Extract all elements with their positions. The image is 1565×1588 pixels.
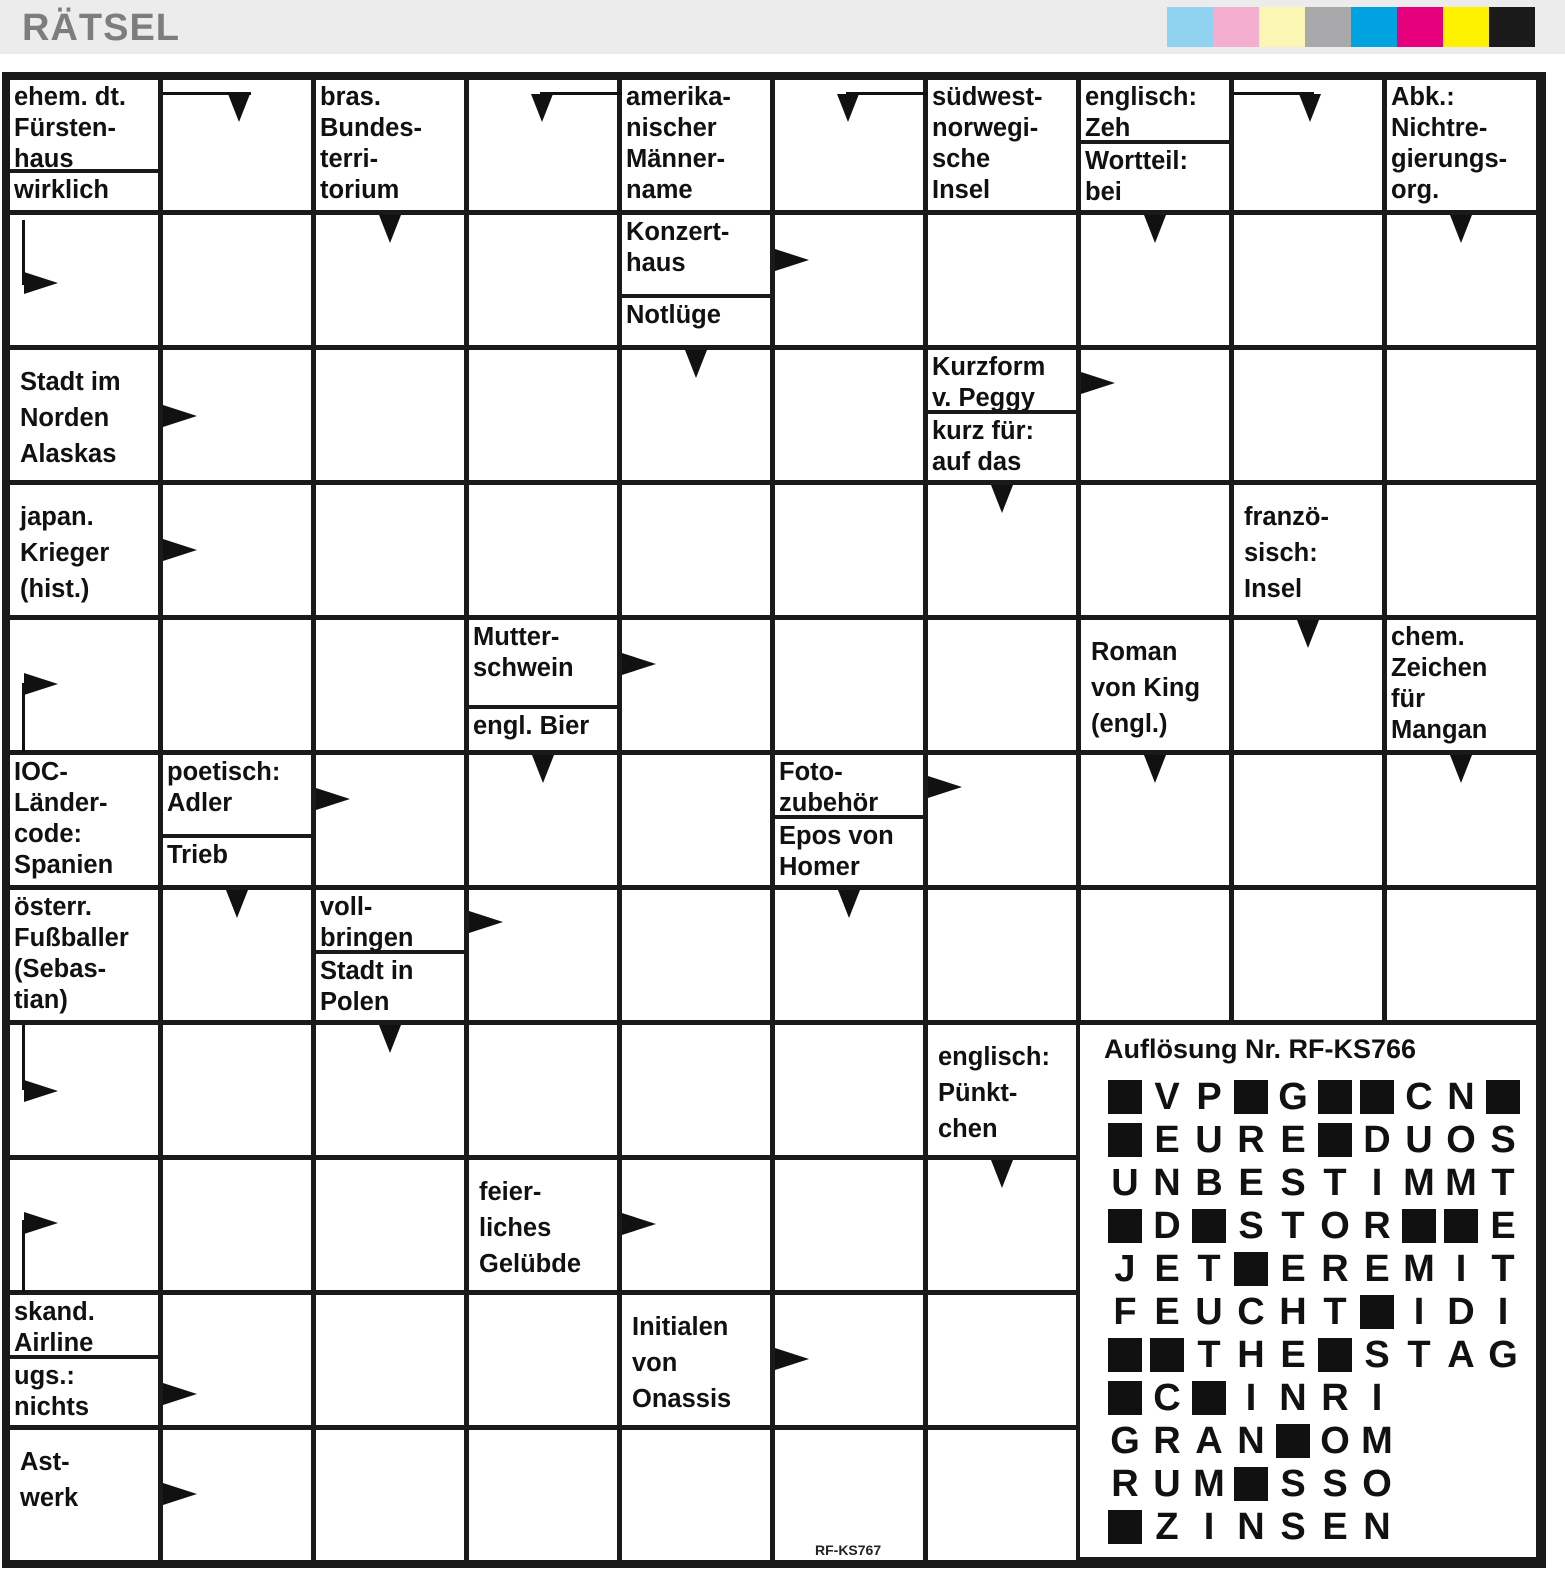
- arrow-down-icon: [1297, 620, 1319, 648]
- solution-letter: R: [1321, 1248, 1349, 1290]
- grid-cell[interactable]: [622, 1430, 770, 1560]
- solution-letter: S: [1280, 1162, 1306, 1204]
- solution-block: [1108, 1209, 1142, 1243]
- solution-letter: I: [1245, 1377, 1257, 1419]
- clue-cell: japan. Krieger (hist.): [10, 485, 158, 615]
- solution-letter: S: [1490, 1119, 1516, 1161]
- arrow-down-icon: [531, 94, 553, 122]
- crossword-grid: [10, 80, 1536, 1560]
- grid-cell[interactable]: [316, 755, 464, 885]
- clue-cell: Konzert- haus: [622, 215, 770, 294]
- arrow-down-icon: [532, 755, 554, 783]
- clue-cell: Stadt im Norden Alaskas: [10, 350, 158, 480]
- solution-row: [1104, 1206, 1524, 1246]
- solution-letter: E: [1280, 1248, 1306, 1290]
- grid-cell[interactable]: [163, 215, 311, 345]
- solution-letter: E: [1280, 1334, 1306, 1376]
- solution-letter: F: [1113, 1291, 1137, 1333]
- solution-letter: E: [1238, 1162, 1264, 1204]
- grid-cell[interactable]: [622, 620, 770, 750]
- grid-cell[interactable]: [775, 620, 923, 750]
- solution-letter: J: [1114, 1248, 1136, 1290]
- solution-block: [1192, 1209, 1226, 1243]
- arrow-right-icon: [775, 1348, 809, 1370]
- grid-cell[interactable]: [1081, 890, 1229, 1020]
- arrow-right-icon: [24, 673, 58, 695]
- solution-letter: M: [1403, 1248, 1435, 1290]
- solution-letter: E: [1490, 1205, 1516, 1247]
- solution-block: [1318, 1080, 1352, 1114]
- grid-cell[interactable]: [775, 1025, 923, 1155]
- clue-cell: voll- bringen: [316, 890, 464, 950]
- clue-cell: Initialen von Onassis: [622, 1295, 770, 1425]
- clue-cell: chem. Zeichen für Mangan: [1387, 620, 1536, 750]
- arrow-right-icon: [163, 405, 197, 427]
- solution-letter: U: [1195, 1119, 1223, 1161]
- color-swatch: [1351, 7, 1397, 47]
- solution-letter: G: [1278, 1076, 1308, 1118]
- color-swatch: [1259, 7, 1305, 47]
- solution-letter: R: [1321, 1377, 1349, 1419]
- solution-letter: I: [1455, 1248, 1467, 1290]
- arrow-down-icon: [226, 890, 248, 918]
- arrow-right-icon: [316, 788, 350, 810]
- solution-block: [1108, 1080, 1142, 1114]
- arrow-right-icon: [1081, 372, 1115, 394]
- solution-letter: N: [1447, 1076, 1475, 1118]
- arrow-right-icon: [24, 1080, 58, 1102]
- solution-letter: E: [1364, 1248, 1390, 1290]
- arrow-down-icon: [837, 94, 859, 122]
- solution-letter: V: [1154, 1076, 1180, 1118]
- solution-letter: N: [1237, 1506, 1265, 1548]
- solution-block: [1318, 1123, 1352, 1157]
- solution-letter: S: [1238, 1205, 1264, 1247]
- clue-cell: Roman von King (engl.): [1081, 620, 1229, 750]
- solution-letter: T: [1407, 1334, 1431, 1376]
- arrow-right-icon: [163, 1483, 197, 1505]
- solution-block: [1234, 1467, 1268, 1501]
- solution-block: [1444, 1209, 1478, 1243]
- solution-block: [1108, 1510, 1142, 1544]
- solution-block: [1108, 1123, 1142, 1157]
- solution-letter: E: [1154, 1248, 1180, 1290]
- clue-cell: wirklich: [10, 173, 158, 210]
- grid-cell[interactable]: [622, 485, 770, 615]
- solution-letter: R: [1363, 1205, 1391, 1247]
- solution-block: [1318, 1338, 1352, 1372]
- grid-cell[interactable]: [1234, 755, 1382, 885]
- grid-cell[interactable]: [163, 1160, 311, 1290]
- grid-cell[interactable]: [928, 1430, 1076, 1560]
- grid-cell[interactable]: [316, 350, 464, 480]
- arrow-down-icon: [1450, 215, 1472, 243]
- grid-cell[interactable]: [316, 1430, 464, 1560]
- solution-letter: S: [1364, 1334, 1390, 1376]
- color-swatch: [1489, 7, 1535, 47]
- arrow-right-icon: [163, 539, 197, 561]
- grid-cell[interactable]: [1387, 890, 1536, 1020]
- clue-cell: kurz für: auf das: [928, 414, 1076, 480]
- grid-cell[interactable]: [469, 215, 617, 345]
- arrow-down-icon: [1144, 215, 1166, 243]
- solution-block: [1360, 1295, 1394, 1329]
- grid-cell[interactable]: [469, 1430, 617, 1560]
- solution-letter: S: [1322, 1463, 1348, 1505]
- arrow-right-icon: [622, 1213, 656, 1235]
- arrow-down-icon: [685, 350, 707, 378]
- grid-cell[interactable]: [1081, 485, 1229, 615]
- solution-letter: D: [1447, 1291, 1475, 1333]
- grid-cell[interactable]: [316, 1295, 464, 1425]
- clue-cell: Foto- zubehör: [775, 755, 923, 815]
- solution-letter: Z: [1155, 1506, 1179, 1548]
- solution-row: [1104, 1077, 1524, 1117]
- solution-block: [1108, 1381, 1142, 1415]
- clue-cell: Notlüge: [622, 298, 770, 345]
- solution-letter: D: [1153, 1205, 1181, 1247]
- grid-cell[interactable]: [316, 1160, 464, 1290]
- arrow-down-icon: [991, 1160, 1013, 1188]
- solution-letter: T: [1323, 1291, 1347, 1333]
- solution-letter: O: [1446, 1119, 1476, 1161]
- solution-panel: [1080, 1025, 1536, 1557]
- grid-cell[interactable]: [1234, 215, 1382, 345]
- solution-letter: R: [1237, 1119, 1265, 1161]
- solution-letter: H: [1279, 1291, 1307, 1333]
- solution-letter: M: [1361, 1420, 1393, 1462]
- clue-cell: skand. Airline: [10, 1295, 158, 1355]
- clue-cell: Mutter- schwein: [469, 620, 617, 705]
- solution-letter: I: [1497, 1291, 1509, 1333]
- grid-cell[interactable]: [1234, 350, 1382, 480]
- solution-letter: U: [1153, 1463, 1181, 1505]
- solution-row: [1104, 1120, 1524, 1160]
- solution-letter: M: [1193, 1463, 1225, 1505]
- solution-letter: G: [1110, 1420, 1140, 1462]
- color-swatch: [1443, 7, 1489, 47]
- solution-letter: I: [1371, 1162, 1383, 1204]
- solution-block: [1192, 1381, 1226, 1415]
- grid-cell[interactable]: [316, 620, 464, 750]
- arrow-right-icon: [24, 272, 58, 294]
- solution-block: [1402, 1209, 1436, 1243]
- grid-cell[interactable]: [469, 485, 617, 615]
- solution-letter: I: [1371, 1377, 1383, 1419]
- solution-letter: A: [1447, 1334, 1475, 1376]
- solution-letter: T: [1197, 1334, 1221, 1376]
- grid-cell[interactable]: [316, 485, 464, 615]
- arrow-right-icon: [163, 1383, 197, 1405]
- solution-letter: E: [1154, 1291, 1180, 1333]
- arrow-down-icon: [838, 890, 860, 918]
- arrow-down-icon: [1144, 755, 1166, 783]
- solution-letter: E: [1154, 1119, 1180, 1161]
- color-swatch: [1213, 7, 1259, 47]
- solution-letter: U: [1111, 1162, 1139, 1204]
- solution-letter: N: [1153, 1162, 1181, 1204]
- solution-letter: O: [1362, 1463, 1392, 1505]
- solution-letter: S: [1280, 1463, 1306, 1505]
- clue-cell: Epos von Homer: [775, 819, 923, 885]
- solution-letter: R: [1111, 1463, 1139, 1505]
- grid-cell[interactable]: [163, 620, 311, 750]
- grid-cell[interactable]: [622, 755, 770, 885]
- color-calibration-strip: [1167, 7, 1535, 47]
- solution-letter: E: [1280, 1119, 1306, 1161]
- grid-cell[interactable]: [469, 1025, 617, 1155]
- clue-cell: englisch: Pünkt- chen: [928, 1025, 1076, 1155]
- solution-row: [1104, 1507, 1524, 1547]
- color-swatch: [1167, 7, 1213, 47]
- grid-cell[interactable]: [1387, 485, 1536, 615]
- arrow-right-icon: [928, 776, 962, 798]
- solution-letter: C: [1405, 1076, 1433, 1118]
- clue-cell: Wortteil: bei: [1081, 144, 1229, 210]
- grid-cell[interactable]: [163, 1025, 311, 1155]
- arrow-down-icon: [228, 94, 250, 122]
- grid-cell[interactable]: [1081, 350, 1229, 480]
- grid-cell[interactable]: [622, 1025, 770, 1155]
- grid-cell[interactable]: [469, 1295, 617, 1425]
- solution-row: [1104, 1335, 1524, 1375]
- solution-letter: B: [1195, 1162, 1223, 1204]
- solution-block: [1486, 1080, 1520, 1114]
- solution-row: [1104, 1163, 1524, 1203]
- solution-letter: M: [1445, 1162, 1477, 1204]
- solution-letter: T: [1491, 1248, 1515, 1290]
- clue-cell: ugs.: nichts: [10, 1359, 158, 1425]
- solution-letter: P: [1196, 1076, 1222, 1118]
- arrow-right-icon: [775, 249, 809, 271]
- solution-letter: U: [1405, 1119, 1433, 1161]
- solution-letter: S: [1280, 1506, 1306, 1548]
- grid-cell[interactable]: [928, 890, 1076, 1020]
- solution-letter: T: [1197, 1248, 1221, 1290]
- solution-letter: U: [1195, 1291, 1223, 1333]
- grid-cell[interactable]: [1234, 890, 1382, 1020]
- puzzle-code: RF-KS767: [815, 1542, 882, 1558]
- grid-cell[interactable]: [928, 215, 1076, 345]
- color-swatch: [1305, 7, 1351, 47]
- arrow-right-icon: [622, 653, 656, 675]
- solution-letter: E: [1322, 1506, 1348, 1548]
- solution-letter: D: [1363, 1119, 1391, 1161]
- solution-row: [1104, 1249, 1524, 1289]
- grid-cell[interactable]: [775, 485, 923, 615]
- grid-cell[interactable]: [469, 350, 617, 480]
- arrow-right-icon: [469, 911, 503, 933]
- solution-letter: O: [1320, 1205, 1350, 1247]
- clue-cell: österr. Fußballer (Sebas- tian): [10, 890, 158, 1020]
- solution-letter: C: [1153, 1377, 1181, 1419]
- arrow-down-icon: [991, 485, 1013, 513]
- solution-block: [1150, 1338, 1184, 1372]
- clue-cell: südwest- norwegi- sche Insel: [928, 80, 1076, 210]
- solution-block: [1276, 1424, 1310, 1458]
- page-title: RÄTSEL: [22, 7, 180, 49]
- clue-cell: bras. Bundes- terri- torium: [316, 80, 464, 210]
- solution-block: [1108, 1338, 1142, 1372]
- arrow-down-icon: [379, 1025, 401, 1053]
- solution-letter: M: [1403, 1162, 1435, 1204]
- grid-cell[interactable]: [928, 1295, 1076, 1425]
- color-swatch: [1397, 7, 1443, 47]
- clue-cell: ehem. dt. Fürsten- haus: [10, 80, 158, 169]
- clue-cell: IOC- Länder- code: Spanien: [10, 755, 158, 885]
- clue-cell: amerika- nischer Männer- name: [622, 80, 770, 210]
- solution-letter: T: [1491, 1162, 1515, 1204]
- solution-block: [1360, 1080, 1394, 1114]
- arrow-down-icon: [379, 215, 401, 243]
- solution-letter: N: [1279, 1377, 1307, 1419]
- solution-letter: C: [1237, 1291, 1265, 1333]
- clue-cell: feier- liches Gelübde: [469, 1160, 617, 1290]
- solution-letter: N: [1363, 1506, 1391, 1548]
- solution-letter: T: [1323, 1162, 1347, 1204]
- solution-letter: R: [1153, 1420, 1181, 1462]
- solution-block: [1234, 1080, 1268, 1114]
- grid-cell[interactable]: [163, 1295, 311, 1425]
- clue-cell: poetisch: Adler: [163, 755, 311, 834]
- grid-cell[interactable]: [775, 350, 923, 480]
- clue-cell: Abk.: Nichtre- gierungs- org.: [1387, 80, 1536, 210]
- grid-cell[interactable]: [775, 1160, 923, 1290]
- solution-letter: I: [1413, 1291, 1425, 1333]
- solution-letter: N: [1237, 1420, 1265, 1462]
- clue-cell: engl. Bier: [469, 709, 617, 750]
- solution-row: [1104, 1421, 1524, 1461]
- grid-cell[interactable]: [1387, 350, 1536, 480]
- clue-cell: Stadt in Polen: [316, 954, 464, 1020]
- clue-cell: englisch: Zeh: [1081, 80, 1229, 140]
- arrow-right-icon: [24, 1212, 58, 1234]
- grid-cell[interactable]: [928, 620, 1076, 750]
- clue-cell: Ast- werk: [10, 1430, 158, 1560]
- grid-cell[interactable]: [622, 890, 770, 1020]
- solution-letter: I: [1203, 1506, 1215, 1548]
- solution-row: [1104, 1378, 1524, 1418]
- header-bar: [0, 0, 1565, 54]
- clue-cell: Trieb: [163, 838, 311, 885]
- arrow-down-icon: [1299, 94, 1321, 122]
- grid-cell[interactable]: [928, 755, 1076, 885]
- grid-cell[interactable]: [775, 215, 923, 345]
- solution-row: [1104, 1292, 1524, 1332]
- arrow-down-icon: [1450, 755, 1472, 783]
- solution-row: [1104, 1464, 1524, 1504]
- solution-letter: O: [1320, 1420, 1350, 1462]
- clue-cell: franzö- sisch: Insel: [1234, 485, 1382, 615]
- solution-letter: H: [1237, 1334, 1265, 1376]
- clue-cell: Kurzform v. Peggy: [928, 350, 1076, 410]
- solution-letter: G: [1488, 1334, 1518, 1376]
- solution-block: [1234, 1252, 1268, 1286]
- solution-letter: T: [1281, 1205, 1305, 1247]
- solution-letter: A: [1195, 1420, 1223, 1462]
- solution-title: Auflösung Nr. RF-KS766: [1104, 1034, 1417, 1064]
- grid-cell[interactable]: [469, 890, 617, 1020]
